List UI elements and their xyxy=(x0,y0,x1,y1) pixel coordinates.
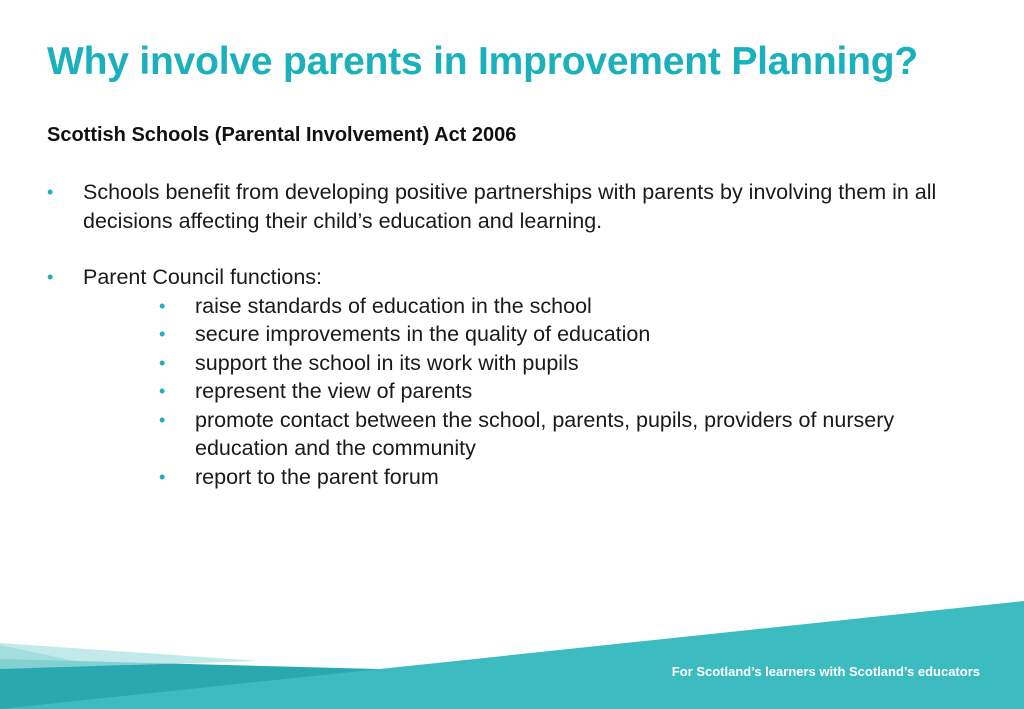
sub-bullet-dot-icon: • xyxy=(159,381,166,401)
bullet-text: Parent Council functions: xyxy=(83,265,323,289)
sub-bullet-item xyxy=(159,463,947,492)
sub-bullet-item xyxy=(159,292,947,321)
sub-bullet-dot-icon: • xyxy=(159,466,166,487)
sub-bullet-item xyxy=(159,320,947,349)
sub-bullet-dot-icon: • xyxy=(159,352,166,373)
sub-bullet-dot-icon: • xyxy=(159,324,166,344)
parent-council-functions-list xyxy=(83,292,947,492)
slide-title: Why involve parents in Improvement Planning? xyxy=(47,40,919,83)
bullet-text: Schools benefit from developing positive partnerships with parents by involving them in all decisions affecting their child’s education and learning. xyxy=(83,180,937,233)
bullet-dot-icon: • xyxy=(47,182,54,202)
sub-bullet-dot-icon: • xyxy=(159,295,166,316)
sub-bullet-dot-icon: • xyxy=(159,409,166,430)
sub-bullet-text: raise standards of education in the school xyxy=(195,293,592,318)
sub-bullet-text: promote contact between the school, parents, pupils, providers of nursery education and the community xyxy=(195,407,895,460)
sub-bullet-item xyxy=(159,349,947,378)
sub-bullet-text: represent the view of parents xyxy=(195,379,473,403)
bullet-item-partnerships xyxy=(47,178,947,235)
sub-bullet-text: report to the parent forum xyxy=(195,464,439,489)
sub-bullet-text: secure improvements in the quality of education xyxy=(195,322,651,346)
bullet-item-parent-council xyxy=(47,263,947,491)
footer-wave-graphic xyxy=(0,599,1024,709)
sub-bullet-item xyxy=(159,406,947,463)
bullet-dot-icon: • xyxy=(47,267,54,287)
slide-subtitle: Scottish Schools (Parental Involvement) Act 2006 xyxy=(47,124,517,146)
footer-tagline: For Scotland’s learners with Scotland’s educators xyxy=(671,664,980,679)
sub-bullet-item xyxy=(159,377,947,406)
bullet-list xyxy=(47,178,947,519)
sub-bullet-text: support the school in its work with pupils xyxy=(195,350,579,375)
